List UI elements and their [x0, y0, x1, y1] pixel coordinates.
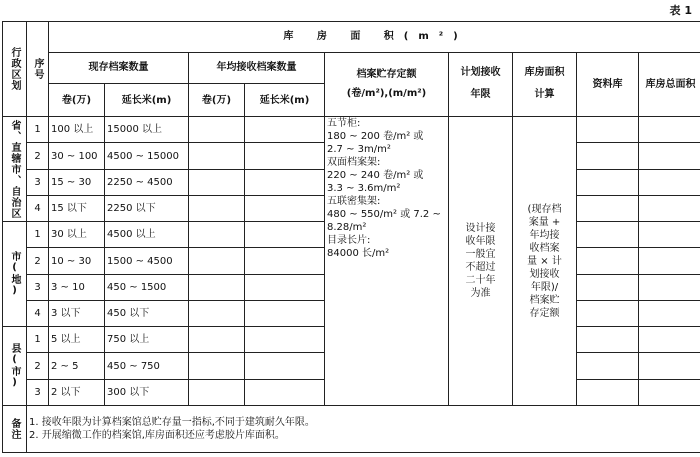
row-annual-length [245, 274, 325, 300]
row-length: 300 以下 [105, 379, 189, 405]
row-no: 3 [27, 274, 49, 300]
group-city: 市(地) [3, 222, 27, 327]
storage-calc-header: 库房面积计算 [513, 52, 577, 117]
row-annual-length [245, 222, 325, 248]
existing-length-header: 延长米(m) [105, 84, 189, 117]
row-annual-length [245, 195, 325, 221]
row-total-area [639, 195, 700, 221]
row-annual-length [245, 248, 325, 274]
row-annual-volumes [189, 195, 245, 221]
row-no: 1 [27, 222, 49, 248]
row-no: 2 [27, 353, 49, 379]
row-reference-room [577, 222, 639, 248]
annual-volumes-header: 卷(万) [189, 84, 245, 117]
row-length: 4500 以上 [105, 222, 189, 248]
row-total-area [639, 353, 700, 379]
row-total-area [639, 143, 700, 169]
row-reference-room [577, 169, 639, 195]
remarks-label: 备注 [3, 405, 27, 452]
row-volumes: 5 以上 [49, 327, 105, 353]
row-no: 4 [27, 195, 49, 221]
row-reference-room [577, 353, 639, 379]
row-no: 3 [27, 379, 49, 405]
existing-volumes-header: 卷(万) [49, 84, 105, 117]
serial-no-header: 序号 [27, 22, 49, 117]
row-volumes: 15 以下 [49, 195, 105, 221]
storage-calc-text: (现存档 案量 + 年均接 收档案 量 × 计 划接收 年限)/ 档案贮 存定额 [513, 117, 577, 406]
table-label: 表 1 [669, 4, 692, 17]
row-volumes: 3 以下 [49, 300, 105, 326]
group-county: 县(市) [3, 327, 27, 406]
row-length: 4500 ~ 15000 [105, 143, 189, 169]
reference-room-header: 资料库 [577, 52, 639, 117]
storage-area-header: 库 房 面 积(m²) [49, 22, 700, 53]
row-volumes: 100 以上 [49, 117, 105, 143]
row-total-area [639, 248, 700, 274]
row-annual-length [245, 353, 325, 379]
row-length: 15000 以上 [105, 117, 189, 143]
row-annual-volumes [189, 353, 245, 379]
row-volumes: 10 ~ 30 [49, 248, 105, 274]
row-length: 1500 ~ 4500 [105, 248, 189, 274]
row-reference-room [577, 274, 639, 300]
row-reference-room [577, 248, 639, 274]
row-no: 1 [27, 117, 49, 143]
row-annual-length [245, 327, 325, 353]
row-annual-volumes [189, 143, 245, 169]
row-total-area [639, 169, 700, 195]
row-total-area [639, 327, 700, 353]
row-total-area [639, 274, 700, 300]
row-total-area [639, 222, 700, 248]
row-no: 1 [27, 327, 49, 353]
row-annual-volumes [189, 274, 245, 300]
row-volumes: 30 ~ 100 [49, 143, 105, 169]
row-volumes: 15 ~ 30 [49, 169, 105, 195]
row-reference-room [577, 117, 639, 143]
row-annual-volumes [189, 327, 245, 353]
existing-qty-header: 现存档案数量 [49, 52, 189, 84]
quota-header: 档案贮存定额 (卷/m²),(m/m²) [325, 52, 449, 117]
row-length: 2250 以下 [105, 195, 189, 221]
row-length: 450 ~ 750 [105, 353, 189, 379]
row-annual-length [245, 379, 325, 405]
row-annual-volumes [189, 169, 245, 195]
admin-division-header: 行政区划 [3, 22, 27, 117]
row-annual-volumes [189, 300, 245, 326]
group-provincial: 省、直辖市、自治区 [3, 117, 27, 222]
row-annual-length [245, 169, 325, 195]
row-annual-volumes [189, 222, 245, 248]
row-annual-volumes [189, 248, 245, 274]
row-reference-room [577, 195, 639, 221]
row-no: 2 [27, 143, 49, 169]
row-reference-room [577, 300, 639, 326]
row-annual-length [245, 143, 325, 169]
row-volumes: 2 ~ 5 [49, 353, 105, 379]
total-area-header: 库房总面积 [639, 52, 700, 117]
row-reference-room [577, 379, 639, 405]
row-annual-volumes [189, 117, 245, 143]
remark-item: 2. 开展缩微工作的档案馆,库房面积还应考虑胶片库面积。 [29, 429, 285, 441]
row-total-area [639, 379, 700, 405]
row-no: 3 [27, 169, 49, 195]
planned-period-text: 设计接 收年限 一般宜 不超过 二十年 为准 [449, 117, 513, 406]
row-length: 450 以下 [105, 300, 189, 326]
planned-period-header: 计划接收年限 [449, 52, 513, 117]
row-volumes: 3 ~ 10 [49, 274, 105, 300]
row-volumes: 2 以下 [49, 379, 105, 405]
row-no: 4 [27, 300, 49, 326]
quota-spec: 五节柜: 180 ~ 200 卷/m² 或 2.7 ~ 3m/m² 双面档案架: 220 ~ 240 卷/m² 或 3.3 ~ 3.6m/m² 五联密集架: 480 ~ 550/m² 或 7.2 ~ 8.28/m² 目录长片: 84000 长/m² [325, 117, 449, 406]
row-length: 750 以上 [105, 327, 189, 353]
annual-length-header: 延长米(m) [245, 84, 325, 117]
remarks [27, 405, 700, 452]
row-total-area [639, 117, 700, 143]
annual-intake-header: 年均接收档案数量 [189, 52, 325, 84]
row-volumes: 30 以上 [49, 222, 105, 248]
row-length: 450 ~ 1500 [105, 274, 189, 300]
row-total-area [639, 300, 700, 326]
row-annual-length [245, 300, 325, 326]
archive-storage-table [2, 21, 700, 453]
row-length: 2250 ~ 4500 [105, 169, 189, 195]
remark-item: 1. 接收年限为计算档案馆总贮存量一指标,不同于建筑耐久年限。 [29, 416, 315, 428]
row-annual-volumes [189, 379, 245, 405]
row-reference-room [577, 327, 639, 353]
row-annual-length [245, 117, 325, 143]
row-reference-room [577, 143, 639, 169]
row-no: 2 [27, 248, 49, 274]
